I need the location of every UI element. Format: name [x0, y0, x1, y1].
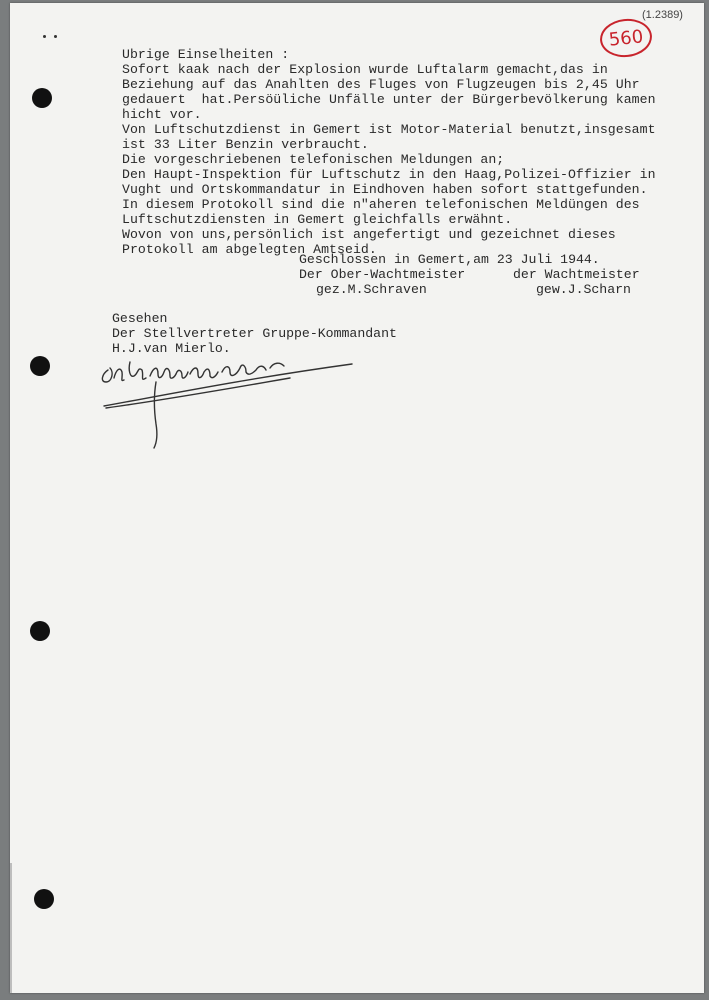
- handwritten-signature: [90, 348, 360, 453]
- deputy-name: H.J.van Mierlo.: [112, 341, 231, 356]
- deputy-title: Der Stellvertreter Gruppe-Kommandant: [112, 326, 397, 341]
- closing-place-date: Geschlossen in Gemert,am 23 Juli 1944.: [299, 252, 600, 267]
- pencil-mark: [54, 35, 57, 38]
- page-number-stamp: 560: [598, 16, 654, 59]
- left-signatory-name: gez.M.Schraven: [316, 282, 427, 297]
- left-signatory-title: Der Ober-Wachtmeister: [299, 267, 466, 282]
- body-line: Den Haupt-Inspektion für Luftschutz in den Haag,Polizei-Offizier in: [122, 167, 656, 182]
- body-line: Ubrige Einselheiten :: [122, 47, 290, 62]
- punch-hole: [30, 621, 50, 641]
- document-page: [10, 3, 704, 993]
- body-line: In diesem Protokoll sind die n"aheren telefonischen Meldüngen des: [122, 197, 640, 212]
- seen-label: Gesehen: [112, 311, 168, 326]
- punch-hole: [30, 356, 50, 376]
- body-line: Von Luftschutzdienst in Gemert ist Motor-Material benutzt,insgesamt: [122, 122, 656, 137]
- body-line: ist 33 Liter Benzin verbraucht.: [122, 137, 369, 152]
- page-edge-line: [10, 863, 12, 993]
- archive-reference: (1.2389): [642, 9, 683, 21]
- right-signatory-title: der Wachtmeister: [513, 267, 640, 282]
- punch-hole: [34, 889, 54, 909]
- punch-hole: [32, 88, 52, 108]
- body-line: Wovon von uns,persönlich ist angefertigt und gezeichnet dieses: [122, 227, 616, 242]
- body-line: Luftschutzdiensten in Gemert gleichfalls erwähnt.: [122, 212, 513, 227]
- right-signatory-name: gew.J.Scharn: [536, 282, 631, 297]
- body-line: Vught und Ortskommandatur in Eindhoven haben sofort stattgefunden.: [122, 182, 648, 197]
- body-line: Protokoll am abgelegten Amtseid.: [122, 242, 377, 257]
- body-line: hicht vor.: [122, 107, 202, 122]
- pencil-mark: [43, 35, 46, 38]
- body-line: Die vorgeschriebenen telefonischen Meldungen an;: [122, 152, 505, 167]
- body-line: Sofort kaak nach der Explosion wurde Luftalarm gemacht,das in: [122, 62, 608, 77]
- body-line: Beziehung auf das Anahlten des Fluges von Flugzeugen bis 2,45 Uhr: [122, 77, 640, 92]
- body-line: gedauert hat.Persöüliche Unfälle unter der Bürgerbevölkerung kamen: [122, 92, 656, 107]
